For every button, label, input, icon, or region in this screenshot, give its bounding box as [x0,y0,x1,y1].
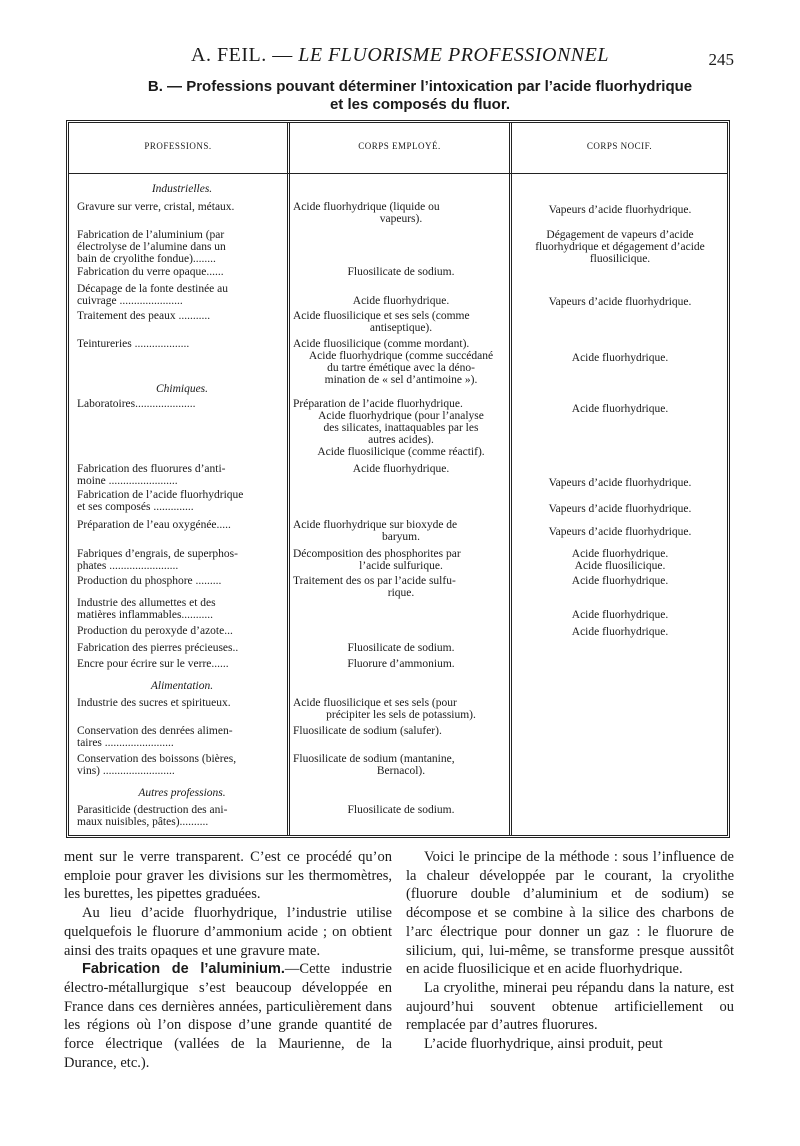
cell-corps-employe-line: mination de « sel d’antimoine »). [324,374,478,386]
cell-profession [77,201,287,213]
cell-corps-employe [293,463,509,475]
cell-profession-line: Industrie des allumettes et des [77,597,216,609]
cell-corps-employe-line: Acide fluorhydrique. [352,463,450,475]
paragraph: L’acide fluorhydrique, ainsi produit, peut [424,1036,663,1053]
group-heading-alimentation: Alimentation. [150,680,214,692]
cell-profession-line: Conservation des boissons (bières, [77,753,237,765]
cell-profession-line: cuivrage ...................... [77,295,183,307]
cell-profession [77,266,287,278]
cell-profession [77,642,287,654]
cell-profession-line: maux nuisibles, pâtes).......... [77,816,209,828]
cell-corps-employe [293,575,509,599]
cell-corps-employe-line: Acide fluosilicique (comme réactif). [317,446,485,458]
cell-corps-employe-line: Acide fluorhydrique (comme succédané [308,350,494,362]
cell-corps-employe [293,753,509,777]
cell-corps-employe-line: vapeurs). [379,213,423,225]
cell-corps-nocif-line: Acide fluorhydrique. [571,403,669,415]
cell-corps-nocif [515,403,725,415]
cell-profession [77,463,287,487]
cell-corps-employe [293,201,509,225]
cell-corps-employe-line: précipiter les sels de potassium). [326,709,476,721]
cell-corps-nocif-line: Acide fluosilicique. [574,560,666,572]
section-title [80,78,760,114]
cell-profession [77,283,287,307]
cell-profession-line: Fabrication de l’acide fluorhydrique [77,489,244,501]
title-dash: — [266,44,299,66]
cell-corps-nocif [515,626,725,638]
cell-corps-employe-line: Acide fluosilicique (comme mordant). [293,338,470,350]
cell-profession [77,398,287,410]
cell-profession [77,548,287,572]
column-header-corps-nocif: CORPS NOCIF. [586,141,653,151]
cell-corps-employe-line: Décomposition des phosphorites par [293,548,461,560]
cell-corps-employe-line: Fluorure d’ammonium. [347,658,455,670]
cell-profession-line: matières inflammables........... [77,609,214,621]
cell-corps-employe-line: antiseptique). [369,322,433,334]
cell-profession [77,753,287,777]
cell-corps-employe-line: Acide fluorhydrique (pour l’analyse [318,410,484,422]
cell-corps-employe-line: autres acides). [368,434,434,446]
cell-profession [77,229,287,265]
paragraph [64,960,392,1072]
cell-profession-line: taires ........................ [77,737,174,749]
cell-corps-nocif [515,609,725,621]
cell-corps-employe [293,519,509,543]
cell-corps-nocif-line: Acide fluorhydrique. [571,626,669,638]
cell-corps-employe [293,398,509,458]
cell-profession-line: Laboratoires..................... [77,398,196,410]
book-title: LE FLUORISME PROFESSIONNEL [298,44,609,66]
cell-corps-employe [293,697,509,721]
paragraph-text: —Cette industrie électro-métallurgique s’est beaucoup développée en France dans ces dernières années, particulièrement dans les régions où l’on dispose d’une grande quantité de force électrique (vallées de la Maurienne, de la Durance, etc.). [64,961,392,1071]
cell-profession-line: Industrie des sucres et spiritueux. [77,697,231,709]
cell-profession-line: Parasiticide (destruction des ani- [77,804,228,816]
professions-table [66,120,730,838]
cell-profession-line: phates ........................ [77,560,179,572]
cell-profession-line: Traitement des peaux ........... [77,310,211,322]
cell-corps-employe-line: Acide fluorhydrique (liquide ou [293,201,440,213]
group-heading-autres: Autres professions. [138,787,226,799]
cell-corps-employe [293,310,509,334]
cell-corps-employe [293,295,509,307]
cell-corps-nocif-line: Vapeurs d’acide fluorhydrique. [548,204,692,216]
cell-corps-nocif [515,526,725,538]
cell-profession [77,597,287,621]
cell-corps-nocif-line: Dégagement de vapeurs d’acide [546,229,694,241]
column-divider [509,123,512,835]
cell-corps-employe-line: Fluosilicate de sodium. [347,804,455,816]
cell-corps-employe-line: Bernacol). [376,765,426,777]
cell-corps-employe [293,725,509,737]
cell-corps-nocif-line: fluorhydrique et dégagement d’acide [535,241,705,253]
cell-profession [77,725,287,749]
cell-profession-line: moine ........................ [77,475,178,487]
cell-corps-employe [293,804,509,816]
paragraph-heading: Fabrication de l’aluminium. [82,961,285,978]
column-header-professions: PROFESSIONS. [144,141,212,151]
column-divider [287,123,290,835]
cell-profession-line: Préparation de l’eau oxygénée..... [77,519,231,531]
cell-corps-employe-line: Fluosilicate de sodium (mantanine, [293,753,455,765]
cell-profession-line: Teintureries ................... [77,338,190,350]
cell-profession [77,697,287,709]
cell-corps-nocif [515,575,725,587]
section-title-line-2: et les composés du fluor. [329,96,511,113]
cell-profession-line: électrolyse de l’alumine dans un [77,241,226,253]
cell-corps-nocif [515,548,725,572]
cell-corps-employe-line: Préparation de l’acide fluorhydrique. [293,398,463,410]
section-title-line-1: B. — Professions pouvant déterminer l’intoxication par l’acide fluorhydrique [147,78,693,95]
cell-profession-line: Fabriques d’engrais, de superphos- [77,548,238,560]
body-column-left [64,848,392,1072]
cell-corps-employe-line: rique. [387,587,415,599]
cell-corps-nocif-line: Acide fluorhydrique. [571,575,669,587]
cell-corps-employe-line: Traitement des os par l’acide sulfu- [293,575,456,587]
cell-corps-employe-line: Acide fluorhydrique. [352,295,450,307]
cell-corps-nocif [515,296,725,308]
cell-profession [77,310,287,322]
running-header [0,44,800,74]
header-rule [69,173,727,174]
cell-corps-nocif-line: Vapeurs d’acide fluorhydrique. [548,526,692,538]
cell-profession-line: Fabrication de l’aluminium (par [77,229,225,241]
column-header-corps-employe: CORPS EMPLOYÉ. [358,141,441,151]
cell-corps-employe-line: baryum. [381,531,420,543]
author-name: A. FEIL. [191,44,267,66]
cell-profession-line: Production du phosphore ......... [77,575,222,587]
running-title [70,44,730,67]
cell-corps-nocif-line: Vapeurs d’acide fluorhydrique. [548,296,692,308]
group-heading-industrielles: Industrielles. [151,183,213,195]
cell-corps-employe [293,658,509,670]
cell-profession-line: Conservation des denrées alimen- [77,725,233,737]
cell-corps-nocif [515,229,725,265]
cell-corps-nocif-line: fluosilicique. [589,253,651,265]
cell-profession [77,575,287,587]
cell-corps-employe-line: Fluosilicate de sodium (salufer). [293,725,442,737]
page-number: 245 [708,50,734,69]
cell-corps-employe-line: Acide fluosilicique et ses sels (pour [293,697,457,709]
paragraph: La cryolithe, minerai peu répandu dans la nature, est aujourd’hui souvent obtenue artificiellement ou remplacée par d’autres fluorures. [406,979,734,1034]
cell-corps-nocif [515,477,725,489]
group-heading-chimiques: Chimiques. [155,383,209,395]
cell-corps-employe-line: des silicates, inattaquables par les [323,422,479,434]
cell-corps-nocif [515,204,725,216]
cell-corps-nocif-line: Acide fluorhydrique. [571,352,669,364]
cell-corps-nocif [515,503,725,515]
cell-corps-nocif [515,352,725,364]
paragraph: Au lieu d’acide fluorhydrique, l’industrie utilise quelquefois le fluorure d’ammonium acide ; on obtient ainsi des traits opaques et une gravure mate. [64,905,392,959]
cell-profession [77,625,287,637]
cell-profession [77,658,287,670]
cell-corps-employe [293,642,509,654]
cell-corps-employe [293,338,509,386]
cell-corps-employe-line: Acide fluosilicique et ses sels (comme [293,310,470,322]
paragraph: Voici le principe de la méthode : sous l’influence de la chaleur développée par le courant, la cryolithe (fluorure double d’aluminium et de sodium) se décompose et se combine à la silice des charbons de l’arc électrique pour donner un gaz : le fluorure de silicium, qui, lui-même, se transforme presque aussitôt en acide fluosilicique et en acide fluorhydrique. [406,849,734,978]
paragraph: ment sur le verre transparent. C’est ce procédé qu’on emploie pour graver les divisions sur les thermomètres, les burettes, les pipettes graduées. [64,849,392,903]
cell-corps-nocif-line: Acide fluorhydrique. [571,548,669,560]
cell-corps-employe-line: Acide fluorhydrique sur bioxyde de [293,519,458,531]
cell-corps-employe-line: Fluosilicate de sodium. [347,266,455,278]
cell-profession-line: Fabrication du verre opaque...... [77,266,224,278]
cell-corps-employe [293,266,509,278]
cell-profession [77,338,287,350]
cell-profession [77,519,287,531]
cell-corps-employe-line: l’acide sulfurique. [359,560,443,572]
cell-corps-employe-line: du tartre émétique avec la déno- [327,362,475,374]
cell-profession-line: bain de cryolithe fondue)........ [77,253,216,265]
cell-corps-employe [293,548,509,572]
cell-profession-line: Fabrication des pierres précieuses.. [77,642,239,654]
cell-profession-line: vins) ......................... [77,765,175,777]
cell-corps-nocif-line: Acide fluorhydrique. [571,609,669,621]
cell-profession-line: Décapage de la fonte destinée au [77,283,229,295]
cell-profession-line: et ses composés .............. [77,501,194,513]
cell-profession-line: Gravure sur verre, cristal, métaux. [77,201,235,213]
cell-corps-nocif-line: Vapeurs d’acide fluorhydrique. [548,477,692,489]
cell-corps-nocif-line: Vapeurs d’acide fluorhydrique. [548,503,692,515]
body-column-right [406,848,734,1054]
cell-profession-line: Fabrication des fluorures d’anti- [77,463,226,475]
cell-profession-line: Production du peroxyde d’azote... [77,625,233,637]
cell-profession-line: Encre pour écrire sur le verre...... [77,658,229,670]
cell-corps-employe-line: Fluosilicate de sodium. [347,642,455,654]
cell-profession [77,804,287,828]
cell-profession [77,489,287,513]
